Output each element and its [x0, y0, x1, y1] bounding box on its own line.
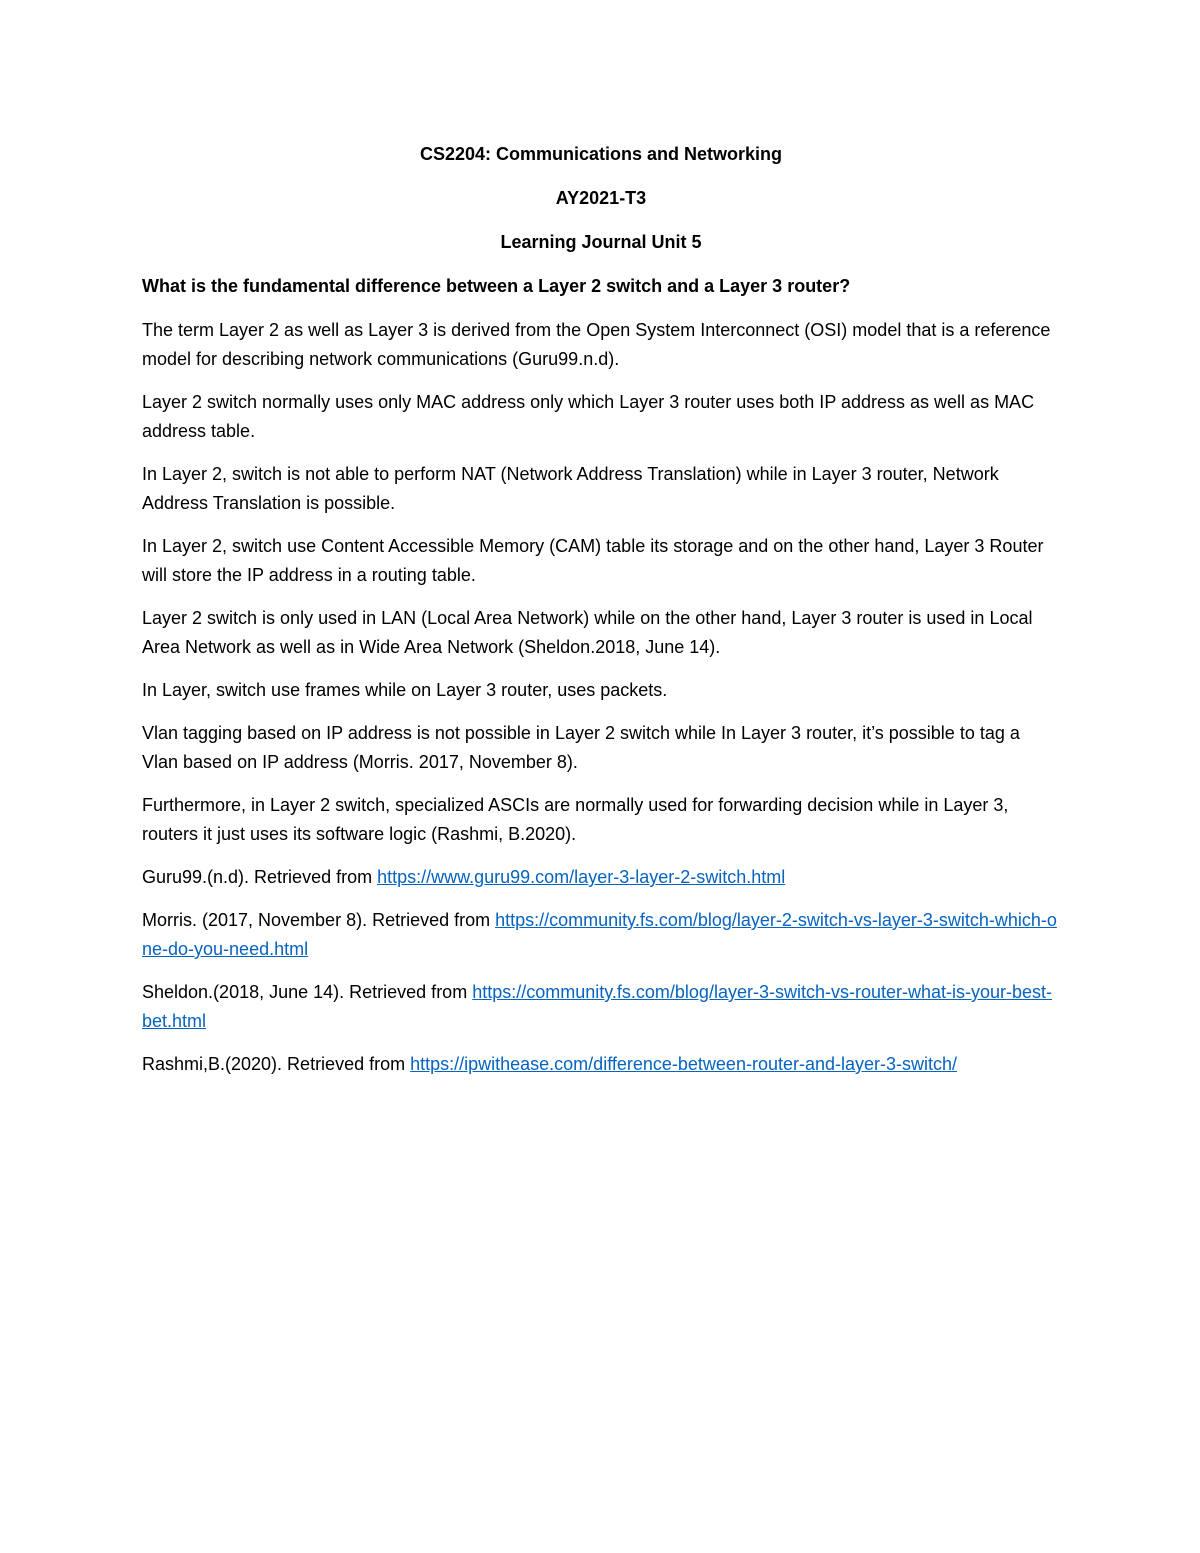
academic-term: AY2021-T3 — [555, 188, 647, 208]
reference-rashmi — [142, 1050, 1060, 1079]
paragraph-lan-wan: Layer 2 switch is only used in LAN (Local Area Network) while on the other hand, Layer 3 router is used in Local Area Network as well as in Wide Area Network (Sheldon.2018, June 14). — [142, 608, 1033, 657]
paragraph-osi-model: The term Layer 2 as well as Layer 3 is derived from the Open System Interconnect (OSI) model that is a reference model for describing network communications (Guru99.n.d). — [142, 320, 1051, 369]
paragraph-vlan-tagging: Vlan tagging based on IP address is not possible in Layer 2 switch while In Layer 3 router, it’s possible to tag a Vlan based on IP address (Morris. 2017, November 8). — [142, 723, 1020, 772]
paragraph-frames-packets: In Layer, switch use frames while on Layer 3 router, uses packets. — [142, 680, 668, 700]
reference-sheldon — [142, 978, 1060, 1036]
reference-text: Sheldon.(2018, June 14). Retrieved from — [142, 982, 473, 1002]
document-body — [142, 140, 1060, 1093]
reference-text: Rashmi,B.(2020). Retrieved from — [142, 1054, 411, 1074]
paragraph-cam-table: In Layer 2, switch use Content Accessible Memory (CAM) table its storage and on the other hand, Layer 3 Router will store the IP address in a routing table. — [142, 536, 1044, 585]
paragraph-mac-address: Layer 2 switch normally uses only MAC address only which Layer 3 router uses both IP address as well as MAC address table. — [142, 392, 1035, 441]
reference-guru99 — [142, 863, 1060, 892]
reference-link[interactable]: https://ipwithease.com/difference-between-router-and-layer-3-switch/ — [410, 1054, 958, 1074]
reference-text: Morris. (2017, November 8). Retrieved from — [142, 910, 496, 930]
paragraph-asics: Furthermore, in Layer 2 switch, specialized ASCIs are normally used for forwarding decision while in Layer 3, routers it just uses its software logic (Rashmi, B.2020). — [142, 795, 1009, 844]
journal-question: What is the fundamental difference between a Layer 2 switch and a Layer 3 router? — [142, 276, 851, 296]
reference-morris — [142, 906, 1060, 964]
paragraph-nat: In Layer 2, switch is not able to perform NAT (Network Address Translation) while in Layer 3 router, Network Address Translation is possible. — [142, 464, 999, 513]
journal-unit-title: Learning Journal Unit 5 — [500, 232, 702, 252]
reference-link[interactable]: https://community.fs.com/blog/layer-3-switch-vs-router-what-is-your-best-bet.html — [142, 982, 1053, 1031]
reference-link[interactable]: https://community.fs.com/blog/layer-2-switch-vs-layer-3-switch-which-one-do-you-need.html — [142, 910, 1057, 959]
course-title: CS2204: Communications and Networking — [419, 144, 783, 164]
reference-link[interactable]: https://www.guru99.com/layer-3-layer-2-switch.html — [377, 867, 786, 887]
reference-text: Guru99.(n.d). Retrieved from — [142, 867, 378, 887]
